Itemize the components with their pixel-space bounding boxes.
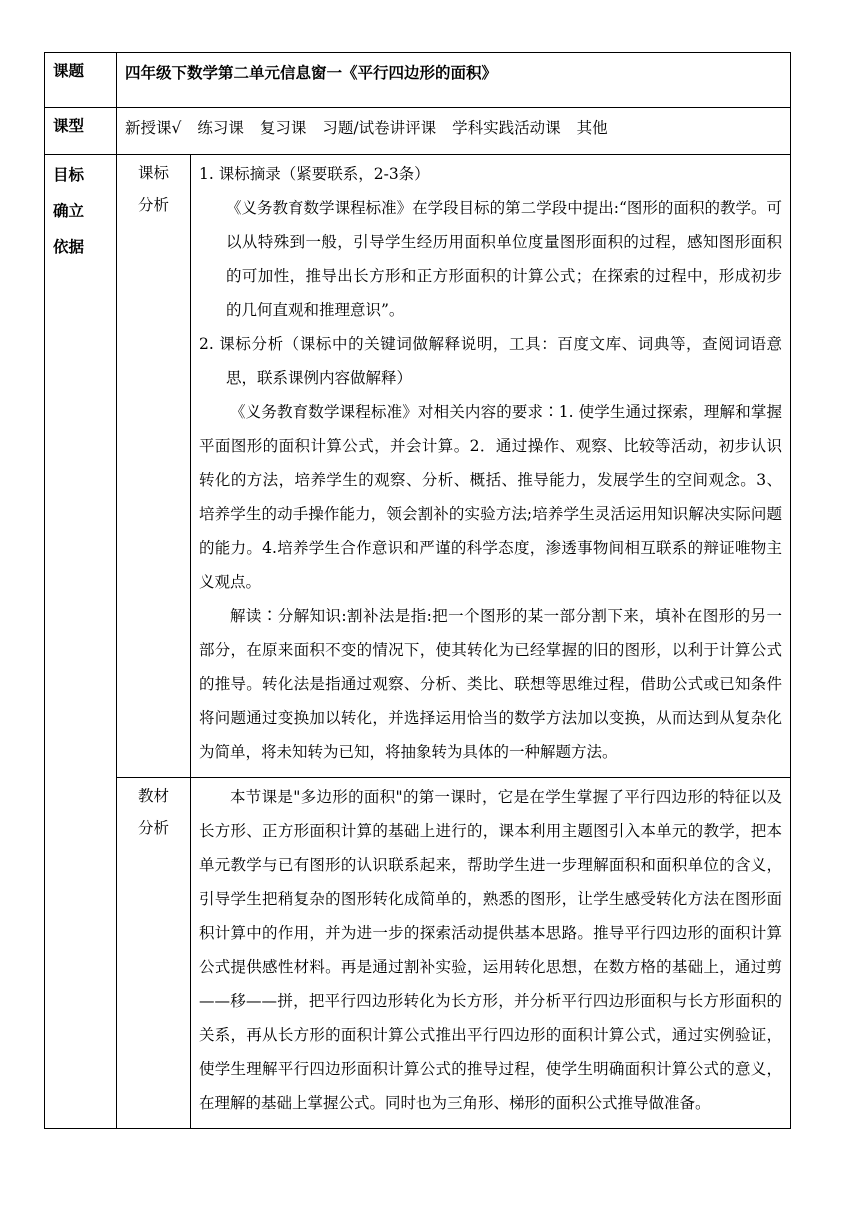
textbook-label-line: 分析 xyxy=(137,819,169,837)
curriculum-label-line: 课标 xyxy=(137,164,169,182)
textbook-label xyxy=(117,778,191,1129)
row-textbook-analysis xyxy=(45,778,791,1129)
goal-label-line: 依据 xyxy=(53,238,85,256)
textbook-label-line: 教材 xyxy=(137,787,169,805)
textbook-content xyxy=(191,778,791,1129)
lesson-plan-table xyxy=(44,52,791,1129)
goal-label-line: 目标 xyxy=(53,166,85,184)
lesson-type-option: 新授课√ xyxy=(125,119,182,137)
lesson-type-label: 课型 xyxy=(45,108,117,155)
curriculum-excerpt: 《义务教育数学课程标准》在学段目标的第二学段中提出:“图形的面积的教学。可以从特殊到一般，引导学生经历用面积单位度量图形面积的过程，感知图形面积的可加性，推导出长方形和正方形面积的计算公式；在探索的过程中，形成初步的几何直观和推理意识”。 xyxy=(226,199,783,319)
lesson-type-option: 复习课 xyxy=(259,119,307,137)
curriculum-requirements: 《义务教育数学课程标准》对相关内容的要求∶1. 使学生通过探索，理解和掌握平面图形的面积计算公式，并会计算。2．通过操作、观察、比较等活动，初步认识转化的方法，培养学生的观察、分析、概括、推导能力，发展学生的空间观念。3、培养学生的动手操作能力，领会割补的实验方法;培养学生灵活运用知识解决实际问题的能力。4.培养学生合作意识和严谨的科学态度，渗透事物间相互联系的辩证唯物主义观点。 xyxy=(199,403,783,591)
lesson-type-option: 习题/试卷讲评课 xyxy=(322,119,437,137)
goal-basis-label xyxy=(45,155,117,1129)
lesson-type-option: 练习课 xyxy=(197,119,244,137)
row-curriculum-analysis xyxy=(45,155,791,778)
lesson-type-option: 学科实践活动课 xyxy=(452,119,561,137)
curriculum-label-line: 分析 xyxy=(137,196,169,214)
curriculum-item1-heading: 1. 课标摘录（紧要联系，2-3条） xyxy=(199,165,430,183)
lesson-title-value: 四年级下数学第二单元信息窗一《平行四边形的面积》 xyxy=(117,53,791,108)
row-lesson-type xyxy=(45,108,791,155)
textbook-analysis-text: 本节课是"多边形的面积"的第一课时，它是在学生掌握了平行四边形的特征以及长方形、正方形面积计算的基础上进行的，课本利用主题图引入本单元的教学，把本单元教学与已有图形的认识联系起来，帮助学生进一步理解面积和面积单位的含义，引导学生把稍复杂的图形转化成简单的，熟悉的图形，让学生感受转化方法在图形面积计算中的作用，并为进一步的探索活动提供基本思路。推导平行四边形的面积计算公式提供感性材料。再是通过割补实验，运用转化思想，在数方格的基础上，通过剪——移——拼，把平行四边形转化为长方形，并分析平行四边形面积与长方形面积的关系，再从长方形的面积计算公式推出平行四边形的面积计算公式，通过实例验证，使学生理解平行四边形面积计算公式的推导过程，使学生明确面积计算公式的意义，在理解的基础上掌握公式。同时也为三角形、梯形的面积公式推导做准备。 xyxy=(199,788,783,1112)
lesson-type-option: 其他 xyxy=(576,119,608,137)
curriculum-label xyxy=(117,155,191,778)
goal-label-line: 确立 xyxy=(53,202,85,220)
lesson-title-label: 课题 xyxy=(45,53,117,108)
row-lesson-title xyxy=(45,53,791,108)
curriculum-item2-heading: 2. 课标分析（课标中的关键词做解释说明，工具：百度文库、词典等，查阅词语意思，联系课例内容做解释） xyxy=(199,335,783,387)
curriculum-interpretation: 解读∶分解知识:割补法是指:把一个图形的某一部分割下来，填补在图形的另一部分，在原来面积不变的情况下，使其转化为已经掌握的旧的图形，以利于计算公式的推导。转化法是指通过观察、分析、类比、联想等思维过程，借助公式或已知条件将问题通过变换加以转化，并选择运用恰当的数学方法加以变换，从而达到从复杂化为简单，将未知转为已知，将抽象转为具体的一种解题方法。 xyxy=(199,607,783,761)
lesson-type-options xyxy=(117,108,791,155)
curriculum-content xyxy=(191,155,791,778)
